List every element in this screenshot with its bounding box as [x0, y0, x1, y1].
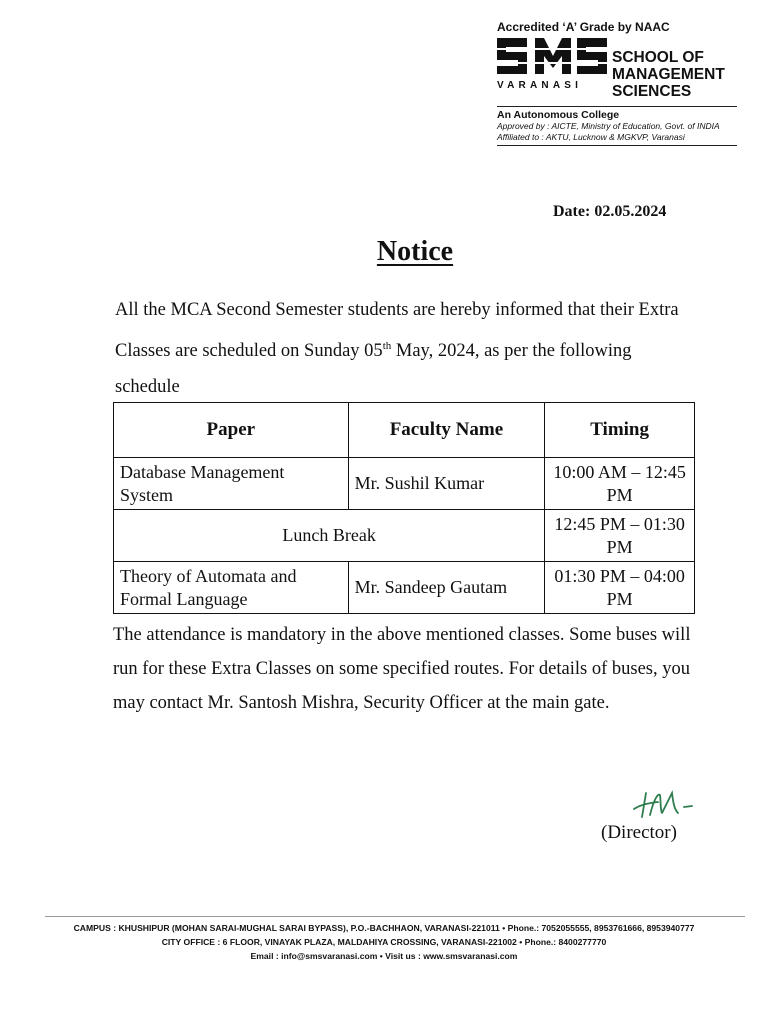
header-faculty: Faculty Name: [348, 403, 545, 458]
school-name-line-1: SCHOOL OF: [612, 49, 704, 66]
footer-divider: [45, 916, 745, 917]
accreditation-text: Accredited ‘A’ Grade by NAAC: [497, 20, 670, 34]
paper-cell: Theory of Automata and Formal Language: [114, 562, 349, 614]
intro-superscript: th: [382, 340, 392, 352]
approved-text: Approved by : AICTE, Ministry of Education, Govt. of INDIA: [497, 121, 720, 131]
lunch-break-cell: Lunch Break: [114, 510, 545, 562]
notice-title: Notice: [376, 236, 454, 267]
footer: [0, 921, 768, 963]
logo-row: [497, 36, 757, 100]
header-timing: Timing: [545, 403, 695, 458]
school-name-line-3: SCIENCES: [612, 83, 692, 100]
intro-text-1: All the MCA Second Semester students are hereby informed that their Extra Classes are scheduled on Sunday 05: [115, 300, 679, 362]
faculty-cell: Mr. Sandeep Gautam: [348, 562, 545, 614]
sms-logo: [497, 36, 609, 92]
table-row: [114, 562, 695, 614]
intro-paragraph: [115, 292, 700, 405]
timing-cell: 10:00 AM – 12:45 PM: [545, 458, 695, 510]
affiliated-text: Affiliated to : AKTU, Lucknow & MGKVP, Varanasi: [497, 132, 737, 146]
footer-campus: CAMPUS : KHUSHIPUR (MOHAN SARAI-MUGHAL SARAI BYPASS), P.O.-BACHHAON, VARANASI-221011 • Phone.: 7052055555, 8953761666, 8953940777: [73, 923, 695, 933]
director-signature: [628, 785, 698, 825]
table-row: [114, 458, 695, 510]
timing-cell: 01:30 PM – 04:00 PM: [545, 562, 695, 614]
school-name: [612, 49, 725, 100]
timing-cell: 12:45 PM – 01:30 PM: [545, 510, 695, 562]
director-label: (Director): [601, 822, 677, 843]
sms-logo-mark: [497, 36, 609, 78]
table-row: [114, 510, 695, 562]
header-paper: Paper: [114, 403, 349, 458]
closing-paragraph: The attendance is mandatory in the above mentioned classes. Some buses will run for these Extra Classes on some specified routes. For details of buses, you may contact Mr. Santosh Mishra, Security Officer at the main gate.: [113, 625, 691, 713]
school-name-line-2: MANAGEMENT: [612, 66, 725, 83]
notice-date: Date: 02.05.2024: [553, 203, 667, 220]
logo-city-text: VARANASI: [497, 80, 583, 91]
footer-city-office: CITY OFFICE : 6 FLOOR, VINAYAK PLAZA, MALDAHIYA CROSSING, VARANASI-221002 • Phone.: 8400277770: [161, 937, 607, 947]
autonomous-text: An Autonomous College: [497, 106, 737, 121]
footer-contact: Email : info@smsvaranasi.com • Visit us : www.smsvaranasi.com: [250, 951, 518, 961]
schedule-table: [113, 402, 695, 614]
letterhead: [497, 20, 757, 146]
intro-text-2: May, 2024, as per the following schedule: [115, 341, 632, 398]
table-header-row: [114, 403, 695, 458]
faculty-cell: Mr. Sushil Kumar: [348, 458, 545, 510]
paper-cell: Database Management System: [114, 458, 349, 510]
